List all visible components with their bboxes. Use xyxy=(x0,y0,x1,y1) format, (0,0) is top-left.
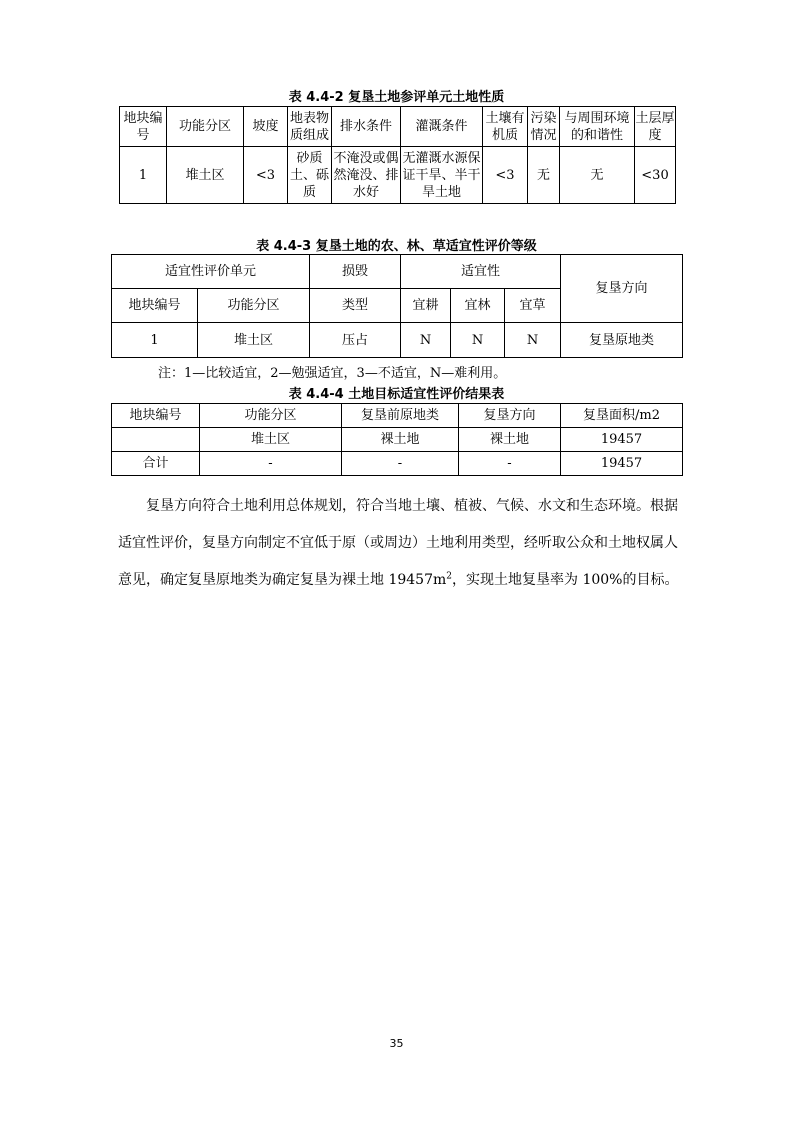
table1-cell: 堆土区 xyxy=(167,147,244,204)
paragraph-text: 复垦方向符合土地利用总体规划，符合当地土壤、植被、气候、水文和生态环境。根据适宜性评价，复垦方向制定不宜低于原（或周边）土地利用类型，经听取公众和土地权属人意见，确定复垦原地类为确定复垦为裸土地 19457m xyxy=(118,498,678,588)
table2 xyxy=(111,254,683,358)
table2-note: 注：1—比较适宜，2—勉强适宜，3—不适宜，N—难利用。 xyxy=(158,366,507,381)
table1-caption: 表 4.4-2 复垦土地参评单元土地性质 xyxy=(288,90,505,105)
table1-cell: 不淹没或偶然淹没、排水好 xyxy=(332,147,401,204)
table2-row xyxy=(112,323,683,358)
table1-cell: 无 xyxy=(528,147,560,204)
table3-header: 复垦前原地类 xyxy=(342,404,459,428)
table1-header-row xyxy=(120,107,676,147)
table2-header-grass: 宜草 xyxy=(505,289,561,323)
table2-header-zone: 功能分区 xyxy=(198,289,310,323)
table1-cell: 无灌溉水源保证干旱、半干旱土地 xyxy=(401,147,483,204)
table2-header-farm: 宜耕 xyxy=(401,289,451,323)
table1-header: 坡度 xyxy=(244,107,288,147)
page-number: 35 xyxy=(389,1037,404,1050)
table3-cell: 裸土地 xyxy=(342,428,459,452)
paragraph-superscript: 2 xyxy=(446,571,452,582)
table2-cell: N xyxy=(451,323,505,358)
table3-cell: 合计 xyxy=(112,452,200,476)
table1-cell: 无 xyxy=(560,147,635,204)
table1-header: 地表物质组成 xyxy=(288,107,332,147)
table1-cell: <30 xyxy=(635,147,676,204)
table1-header: 土层厚度 xyxy=(635,107,676,147)
table1-header: 功能分区 xyxy=(167,107,244,147)
table3-cell: - xyxy=(459,452,561,476)
table2-header-block: 地块编号 xyxy=(112,289,198,323)
table3-cell xyxy=(112,428,200,452)
paragraph-text-tail: ，实现土地复垦率为 100%的目标。 xyxy=(452,572,679,588)
table1-header: 灌溉条件 xyxy=(401,107,483,147)
table1-header: 与周围环境的和谐性 xyxy=(560,107,635,147)
table2-cell: 复垦原地类 xyxy=(561,323,683,358)
table3-header-row xyxy=(112,404,683,428)
table2-caption: 表 4.4-3 复垦土地的农、林、草适宜性评价等级 xyxy=(256,239,537,254)
table1-header: 土壤有机质 xyxy=(483,107,528,147)
table2-cell: N xyxy=(505,323,561,358)
table2-header-forest: 宜林 xyxy=(451,289,505,323)
table2-cell: 压占 xyxy=(310,323,401,358)
table3-header: 地块编号 xyxy=(112,404,200,428)
table3-cell: - xyxy=(342,452,459,476)
table1 xyxy=(119,106,676,204)
table3-cell: - xyxy=(200,452,342,476)
table3-header: 功能分区 xyxy=(200,404,342,428)
table1-header: 排水条件 xyxy=(332,107,401,147)
table1-row xyxy=(120,147,676,204)
table3-total-row xyxy=(112,452,683,476)
table2-header-suitability: 适宜性 xyxy=(401,255,561,289)
table3-cell: 19457 xyxy=(561,428,683,452)
table3-row xyxy=(112,428,683,452)
table2-header-row-1 xyxy=(112,255,683,289)
table2-cell: 1 xyxy=(112,323,198,358)
table1-header: 地块编号 xyxy=(120,107,167,147)
table1-cell: <3 xyxy=(244,147,288,204)
table1-header: 污染情况 xyxy=(528,107,560,147)
table2-header-unit: 适宜性评价单元 xyxy=(112,255,310,289)
table1-cell: 砂质土、砾质 xyxy=(288,147,332,204)
table3-header: 复垦方向 xyxy=(459,404,561,428)
table3-header: 复垦面积/m2 xyxy=(561,404,683,428)
table3-caption: 表 4.4-4 土地目标适宜性评价结果表 xyxy=(288,387,505,402)
table2-cell: N xyxy=(401,323,451,358)
table2-header-damage: 损毁 xyxy=(310,255,401,289)
body-paragraph xyxy=(118,488,680,599)
table1-cell: <3 xyxy=(483,147,528,204)
table3-cell: 19457 xyxy=(561,452,683,476)
table3-cell: 堆土区 xyxy=(200,428,342,452)
table2-cell: 堆土区 xyxy=(198,323,310,358)
table1-cell: 1 xyxy=(120,147,167,204)
table3-cell: 裸土地 xyxy=(459,428,561,452)
table2-header-type: 类型 xyxy=(310,289,401,323)
table2-header-direction: 复垦方向 xyxy=(561,255,683,323)
table3 xyxy=(111,403,683,476)
